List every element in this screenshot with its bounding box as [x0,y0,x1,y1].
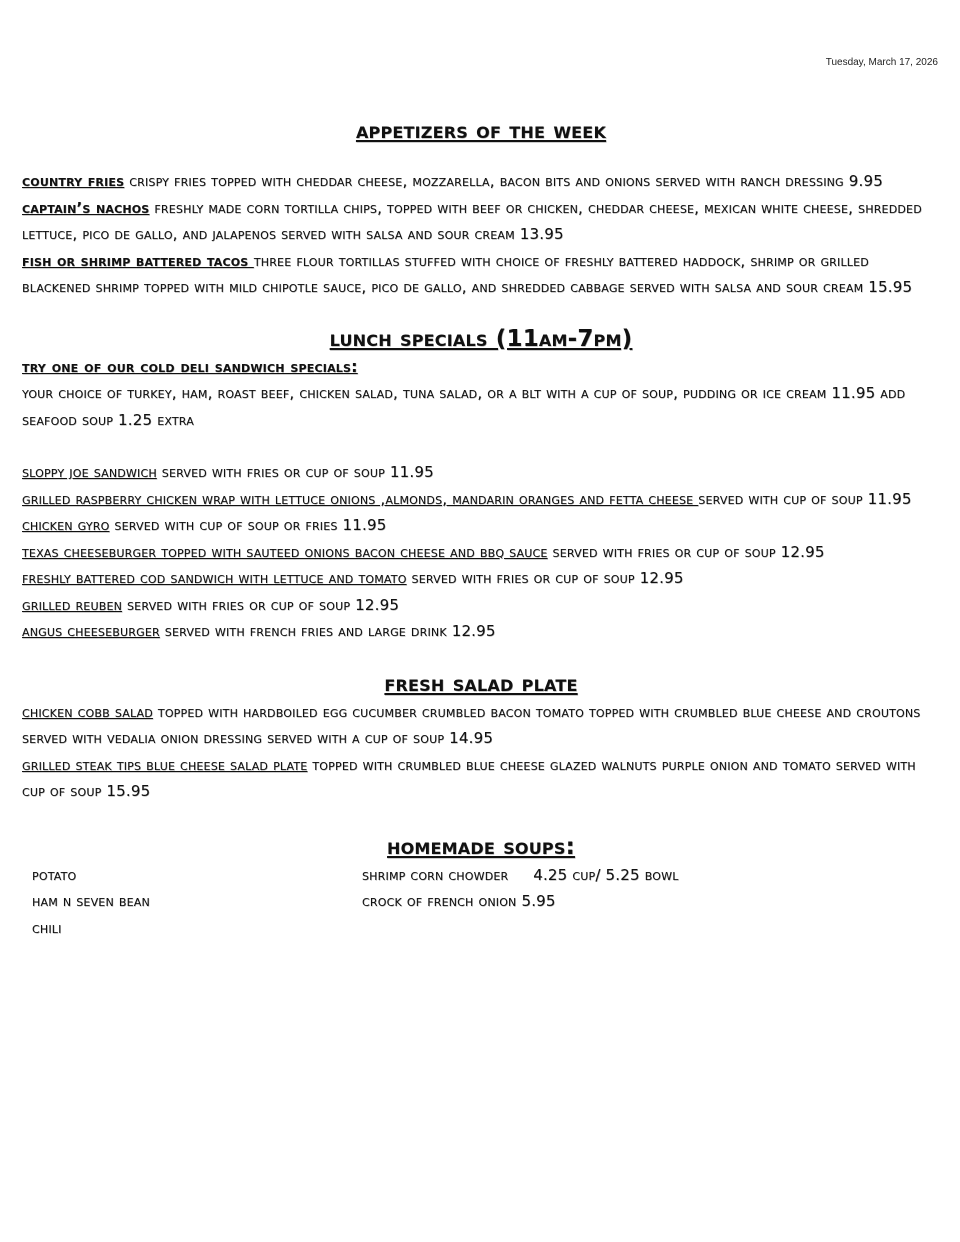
item-name: grilled reuben [22,595,123,614]
lunch-item [22,565,940,592]
item-name: sloppy joe sandwich [22,463,157,481]
appetizer-item [22,168,940,195]
salad-plate-title: fresh salad plate [384,670,578,697]
item-description: served with fries or cup of soup 12.95 [122,595,400,614]
item-description: topped with crumbled blue cheese glazed walnuts purple onion and tomato served with cup of soup 15.95 [22,755,916,800]
soup-item: potato [32,865,77,884]
item-description: crispy fries topped with cheddar cheese, mozzarella, bacon bits and onions served with ranch dressing 9.95 [124,172,883,190]
item-description: served with fries or cup of soup 12.95 [406,569,684,587]
soup-item: ham n seven bean [32,892,150,910]
spacer [22,433,940,459]
salad-list [22,699,940,805]
item-name: angus cheeseburger [22,622,160,640]
lunch-item [22,618,940,645]
appetizer-item [22,195,940,248]
appetizers-list [22,168,940,301]
item-name: texas cheeseburger topped with sauteed onions bacon cheese and bbq sauce [22,542,548,561]
item-description: served with fries or cup of soup 11.95 [156,463,434,481]
item-name: fish or shrimp battered tacos [22,251,254,270]
lunch-item [22,459,940,486]
lunch-item [22,512,940,539]
deli-specials-description: your choice of turkey, ham, roast beef, chicken salad, tuna salad, or a blt with a cup of soup, pudding or ice cream 11.95 add seafood soup 1.25 extra [22,384,906,429]
item-description: three flour tortillas stuffed with choice of freshly battered haddock, shrimp or grilled blackened shrimp topped with mild chipotle sauce, pico de gallo, and shredded cabbage served with salsa and sour cream 15.95 [22,251,913,296]
lunch-item [22,592,940,619]
item-description: served with cup of soup or fries 11.95 [109,516,387,534]
salad-item [22,699,940,752]
item-name: freshly battered cod sandwich with lettuce and tomato [22,569,407,587]
item-description: served with cup of soup 11.95 [698,489,912,508]
soup-item: crock of french onion 5.95 [362,892,556,910]
soups-right-column [362,862,679,915]
item-description: topped with hardboiled egg cucumber crumbled bacon tomato topped with crumbled blue cheese and croutons served with vedalia onion dressing served with a cup of soup 14.95 [22,702,921,747]
item-name: grilled steak tips blue cheese salad plate [22,755,308,774]
item-name: grilled raspberry chicken wrap with lettuce onions ,almonds, mandarin oranges and fetta cheese [22,489,699,508]
deli-specials-title: try one of our cold deli sandwich specials: [22,356,358,376]
item-name: country fries [22,172,125,190]
appetizer-item [22,248,940,301]
item-name: chicken cobb salad [22,702,153,721]
salad-item [22,752,940,805]
lunch-item [22,486,940,513]
item-description: served with fries or cup of soup 12.95 [547,542,825,561]
item-name: chicken gyro [22,516,110,534]
lunch-list [22,459,940,645]
print-date: Tuesday, March 17, 2026 [825,57,938,68]
soup-item: shrimp corn chowder 4.25 cup/ 5.25 bowl [362,865,679,884]
item-description: served with french fries and large drink 12.95 [159,622,496,640]
soup-item: chili [32,918,62,937]
homemade-soups-title: homemade soups: [387,833,575,860]
item-name: captain’s nachos [22,198,150,217]
item-description: freshly made corn tortilla chips, topped with beef or chicken, cheddar cheese, mexican white cheese, shredded lettuce, pico de gallo, and jalapenos served with salsa and sour cream 13.95 [22,198,922,243]
soups-list [22,862,940,942]
menu-document [22,108,940,942]
soups-left-column [32,862,150,942]
appetizers-title: appetizers of the week [355,118,607,144]
lunch-item [22,539,940,566]
lunch-specials-title: lunch specials (11am-7pm) [329,325,633,352]
